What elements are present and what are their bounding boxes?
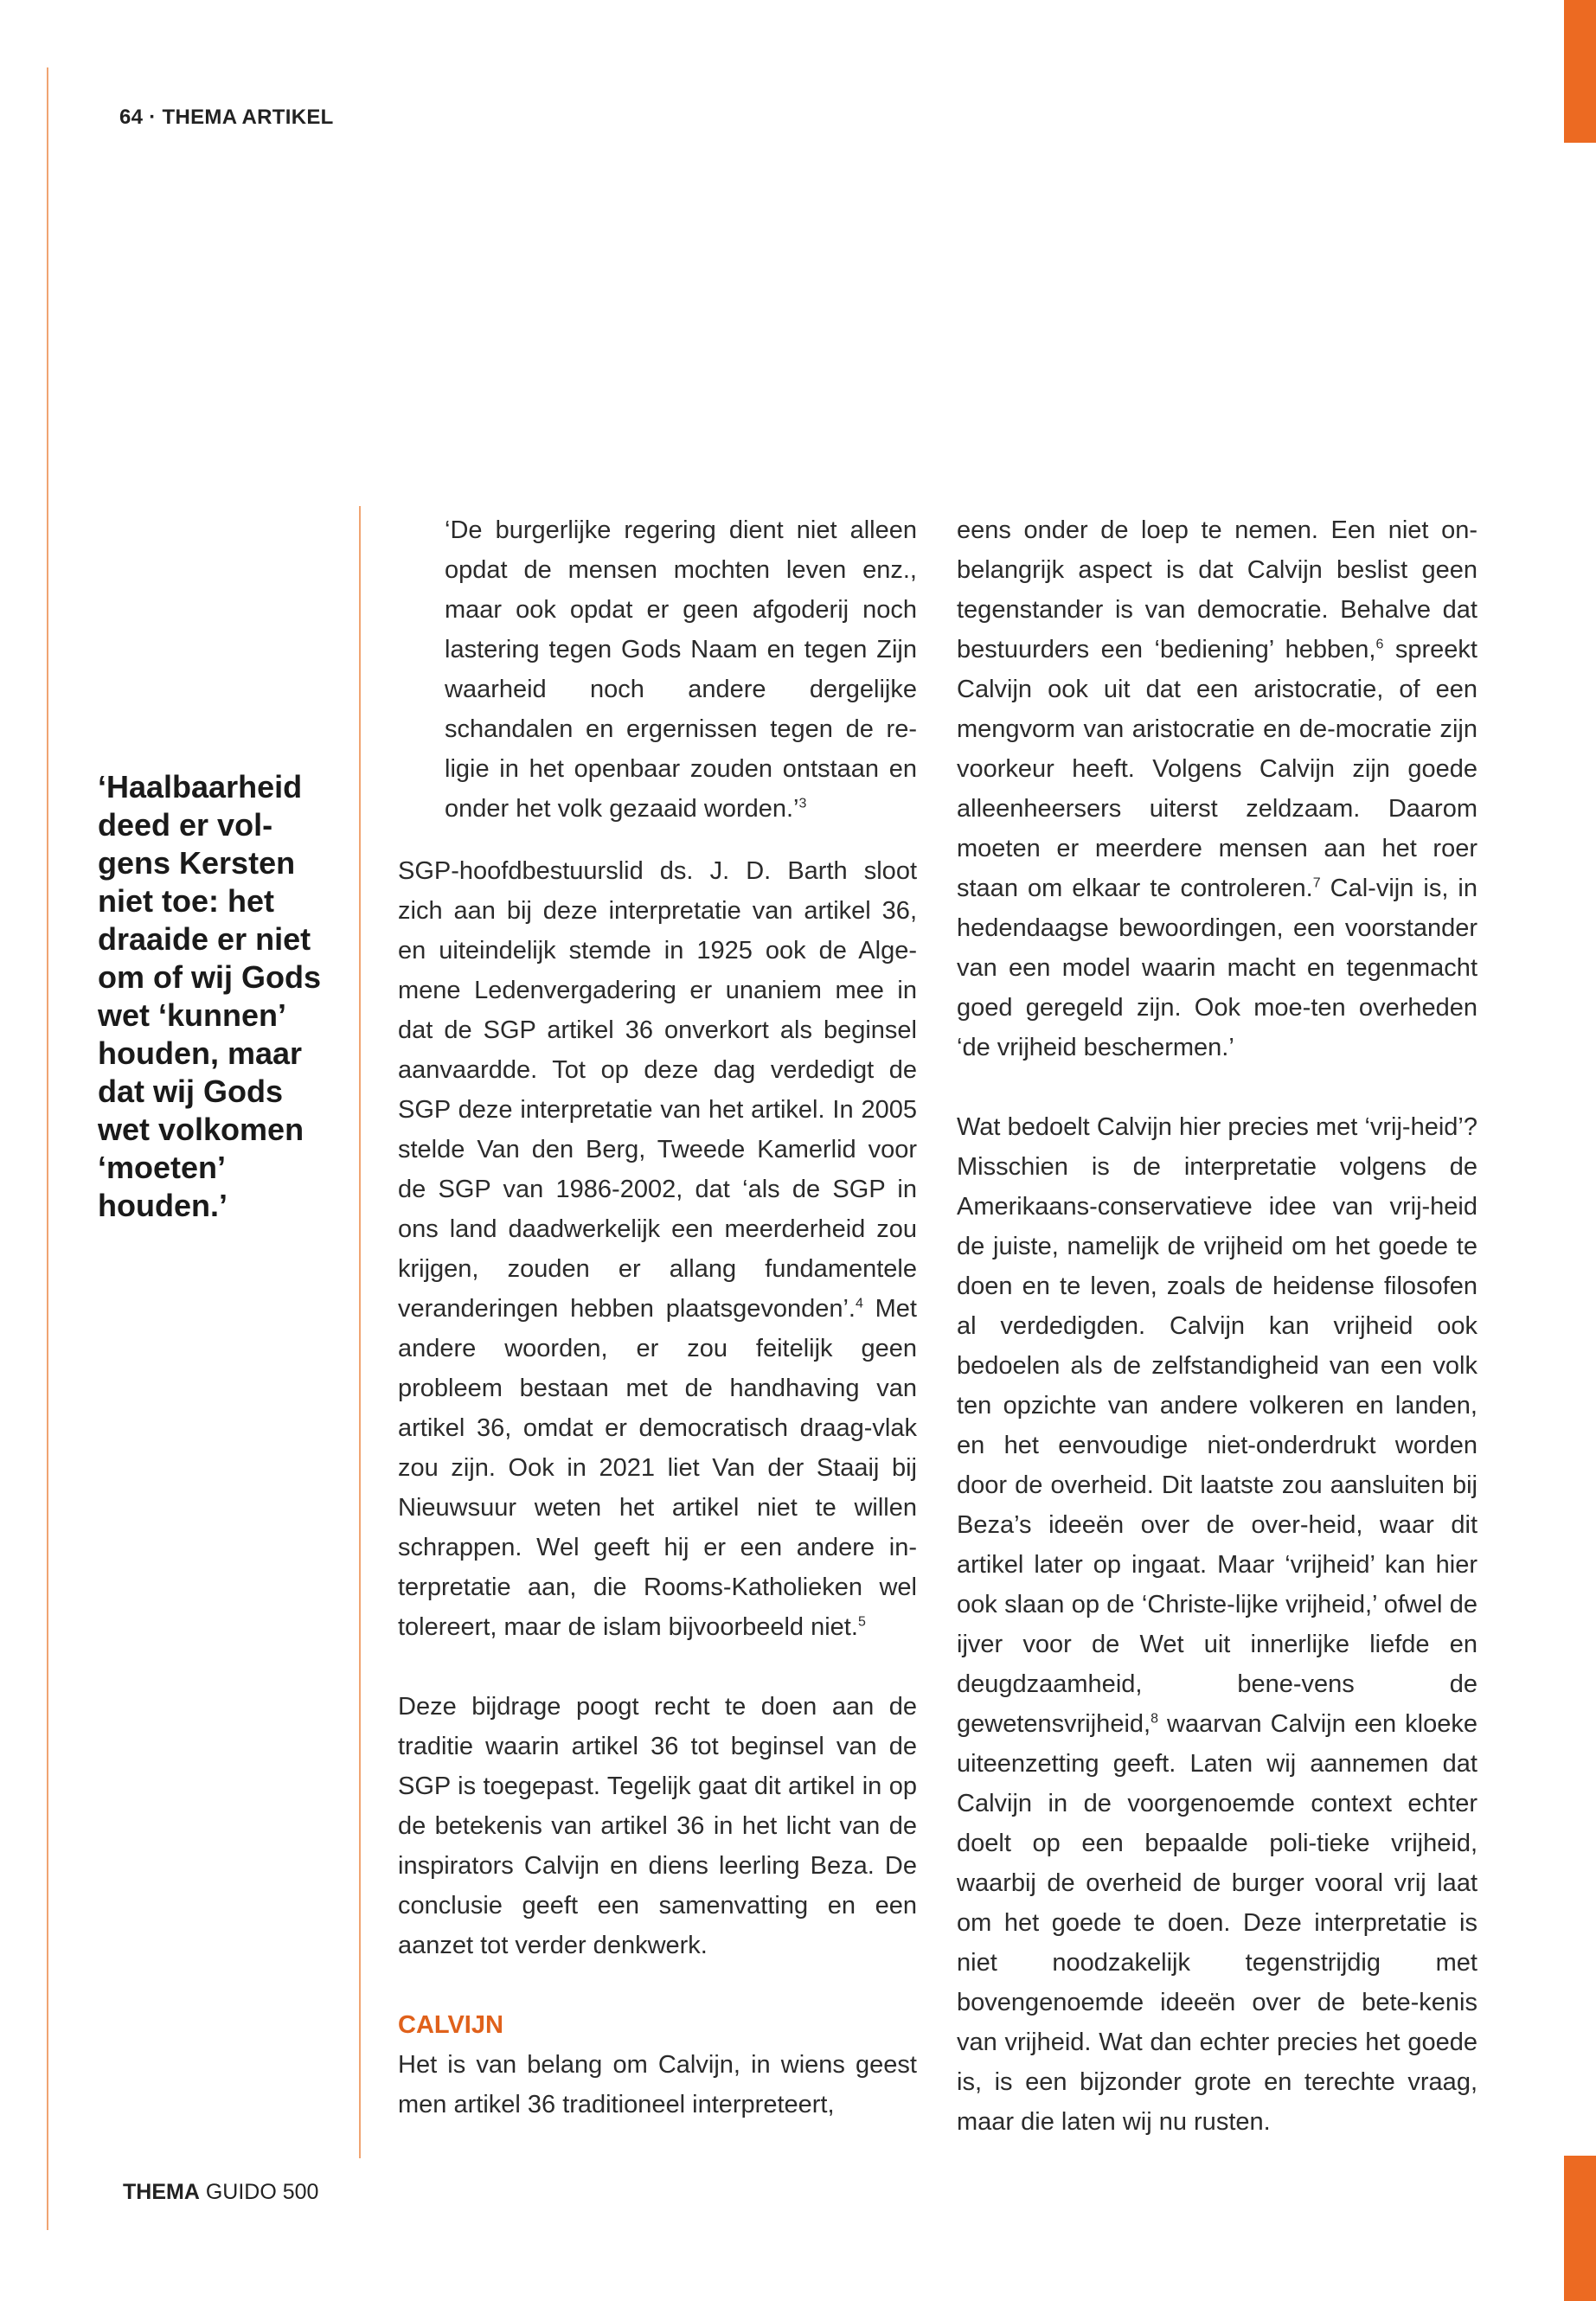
pull-quote: ‘Haalbaarheid deed er vol-gens Kersten niet toe: het draaide er niet om of wij Gods wet ‘kunnen’ houden, maar dat wij Gods wet volkomen ‘moeten’ houden.’ (98, 769, 321, 1223)
footnote-ref: 7 (1312, 875, 1321, 891)
paragraph: eens onder de loep te nemen. Een niet on-belangrijk aspect is dat Calvijn beslist geen tegenstander is van democratie. Behalve dat bestuurders een ‘bediening’ hebben,$^6$ spreekt Calvijn ook uit dat een aristocratie, of een mengvorm van aristocratie en de-mocratie zijn voorkeur heeft. Volgens Calvijn zijn goede alleenheersers uiterst zeldzaam. Daarom moeten er meerdere mensen aan het roer staan om elkaar te controleren.$^7$ Cal-vijn is, in hedendaagse bewoordingen, een voorstander van een model waarin macht en tegenmacht goed geregeld zijn. Ook moe-ten overheden ‘de vrijheid beschermen.’ (957, 516, 1477, 1061)
header-separator: · (149, 106, 157, 129)
footnote-ref: 3 (798, 796, 807, 811)
right-column (957, 510, 1477, 2142)
top-orange-tab (1564, 0, 1596, 143)
paragraph: SGP-hoofdbestuurslid ds. J. D. Barth sloot zich aan bij deze interpretatie van artikel 36, en uiteindelijk stemde in 1925 ook de Alge-mene Ledenvergadering er unaniem mee in dat de SGP artikel 36 onverkort als beginsel aanvaardde. Tot op deze dag verdedigt de SGP deze interpretatie van het artikel. In 2005 stelde Van den Berg, Tweede Kamerlid voor de SGP van 1986-2002, dat ‘als de SGP in ons land daadwerkelijk een meerderheid zou krijgen, zouden er allang fundamentele veranderingen hebben plaatsgevonden’.$^4$ Met andere woorden, er zou feitelijk geen probleem bestaan met de handhaving van artikel 36, omdat er democratisch draag-vlak zou zijn. Ook in 2021 liet Van der Staaij bij Nieuwsuur weten het artikel niet te willen schrappen. Wel geeft hij er een andere in-terpretatie aan, die Rooms-Katholieken wel tolereert, maar de islam bijvoorbeeld niet.$^5$ (398, 857, 917, 1641)
paragraph: Het is van belang om Calvijn, in wiens geest men artikel 36 traditioneel interpreteert, (398, 2051, 917, 2118)
bottom-orange-tab (1564, 2156, 1596, 2301)
page-header (119, 106, 334, 130)
paragraph: Wat bedoelt Calvijn hier precies met ‘vrij-heid’? Misschien is de interpretatie volgens de Amerikaans-conservatieve idee van vrij-heid de juiste, namelijk de vrijheid om het goede te doen en te leven, zoals de heidense filosofen al verdedigden. Calvijn kan vrijheid ook bedoelen als de zelfstandigheid van een volk ten opzichte van andere volkeren en landen, en het eenvoudige niet-onderdrukt worden door de overheid. Dit laatste zou aansluiten bij Beza’s ideeën over de over-heid, waar dit artikel later op ingaat. Maar ‘vrijheid’ kan hier ook slaan op de ‘Christe-lijke vrijheid,’ ofwel de ijver voor de Wet uit innerlijke liefde en deugdzaamheid, bene-vens de gewetensvrijheid,$^8$ waarvan Calvijn een kloeke uiteenzetting geeft. Laten wij aannemen dat Calvijn in de voorgenoemde context echter doelt op een bepaalde poli-tieke vrijheid, waarbij de overheid de burger vooral vrij laat om het goede te doen. Deze interpretatie is niet noodzakelijk tegenstrijdig met bovengenoemde ideeën over de bete-kenis van vrijheid. Wat dan echter precies het goede is, is een bijzonder grote en terechte vraag, maar die laten wij nu rusten. (957, 1113, 1477, 2136)
paragraph: Deze bijdrage poogt recht te doen aan de traditie waarin artikel 36 tot beginsel van de SGP is toegepast. Tegelijk gaat dit artikel in op de betekenis van artikel 36 in het licht van de inspirators Calvijn en diens leerling Beza. De conclusie geeft een samenvatting en een aanzet tot verder denkwerk. (398, 1693, 917, 1959)
left-margin-rule (47, 67, 48, 2230)
middle-column (398, 510, 917, 2125)
footnote-ref: 8 (1151, 1711, 1158, 1727)
page-number: 64 (119, 106, 144, 129)
section-heading: CALVIJN (398, 2011, 503, 2039)
section-label: THEMA ARTIKEL (162, 106, 334, 129)
page-footer (123, 2180, 318, 2205)
column-divider-rule (359, 506, 361, 2158)
footer-issue: GUIDO 500 (205, 2180, 319, 2204)
block-quote: ‘De burgerlijke regering dient niet alleen opdat de mensen mochten leven enz., maar ook opdat er geen afgoderij noch lastering tegen Gods Naam en tegen Zijn waarheid noch andere dergelijke schandalen en ergernissen tegen de re-ligie in het openbaar zouden ontstaan en onder het volk gezaaid worden.’$^3$ (445, 516, 917, 823)
footnote-ref: 4 (855, 1296, 863, 1311)
footnote-ref: 6 (1375, 637, 1384, 652)
footnote-ref: 5 (857, 1614, 866, 1630)
footer-brand: THEMA (123, 2180, 200, 2204)
